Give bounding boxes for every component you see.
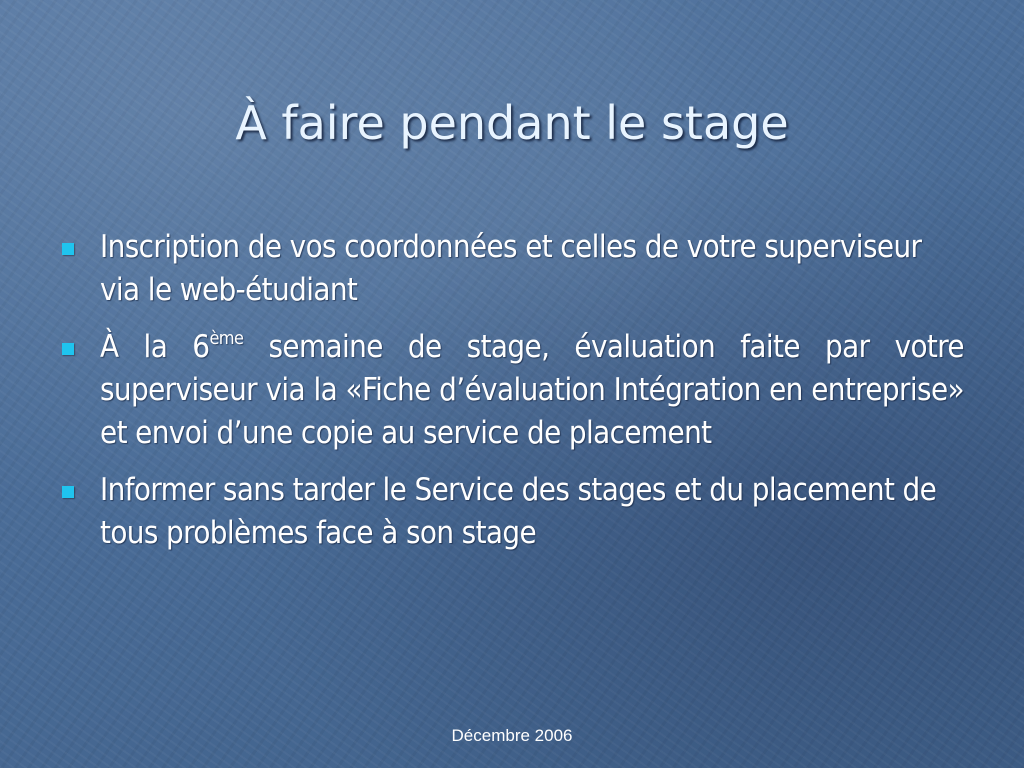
slide-title: À faire pendant le stage xyxy=(235,96,789,150)
square-bullet-icon xyxy=(62,343,74,355)
bullet-item-evaluation xyxy=(62,326,964,455)
bullet-text: Inscription de vos coordonnées et celles de votre superviseur via le web-étudiant xyxy=(100,229,922,308)
bullet-item-inform xyxy=(62,469,964,555)
bullet-text-end: semaine de stage, évaluation faite par votre superviseur via la «Fiche d’évaluation Intégration en entreprise» et envoi d’une copie au service de placement xyxy=(100,329,965,451)
bullet-text-start: À la 6 xyxy=(100,329,210,365)
bullet-item-registration xyxy=(62,226,964,312)
square-bullet-icon xyxy=(62,486,74,498)
square-bullet-icon xyxy=(62,243,74,255)
slide-footer-date: Décembre 2006 xyxy=(451,726,573,745)
bullet-text: Informer sans tarder le Service des stages et du placement de tous problèmes face à son stage xyxy=(100,472,937,551)
ordinal-superscript: ème xyxy=(209,328,244,349)
bullet-text xyxy=(100,329,964,451)
bullet-list xyxy=(62,226,964,569)
